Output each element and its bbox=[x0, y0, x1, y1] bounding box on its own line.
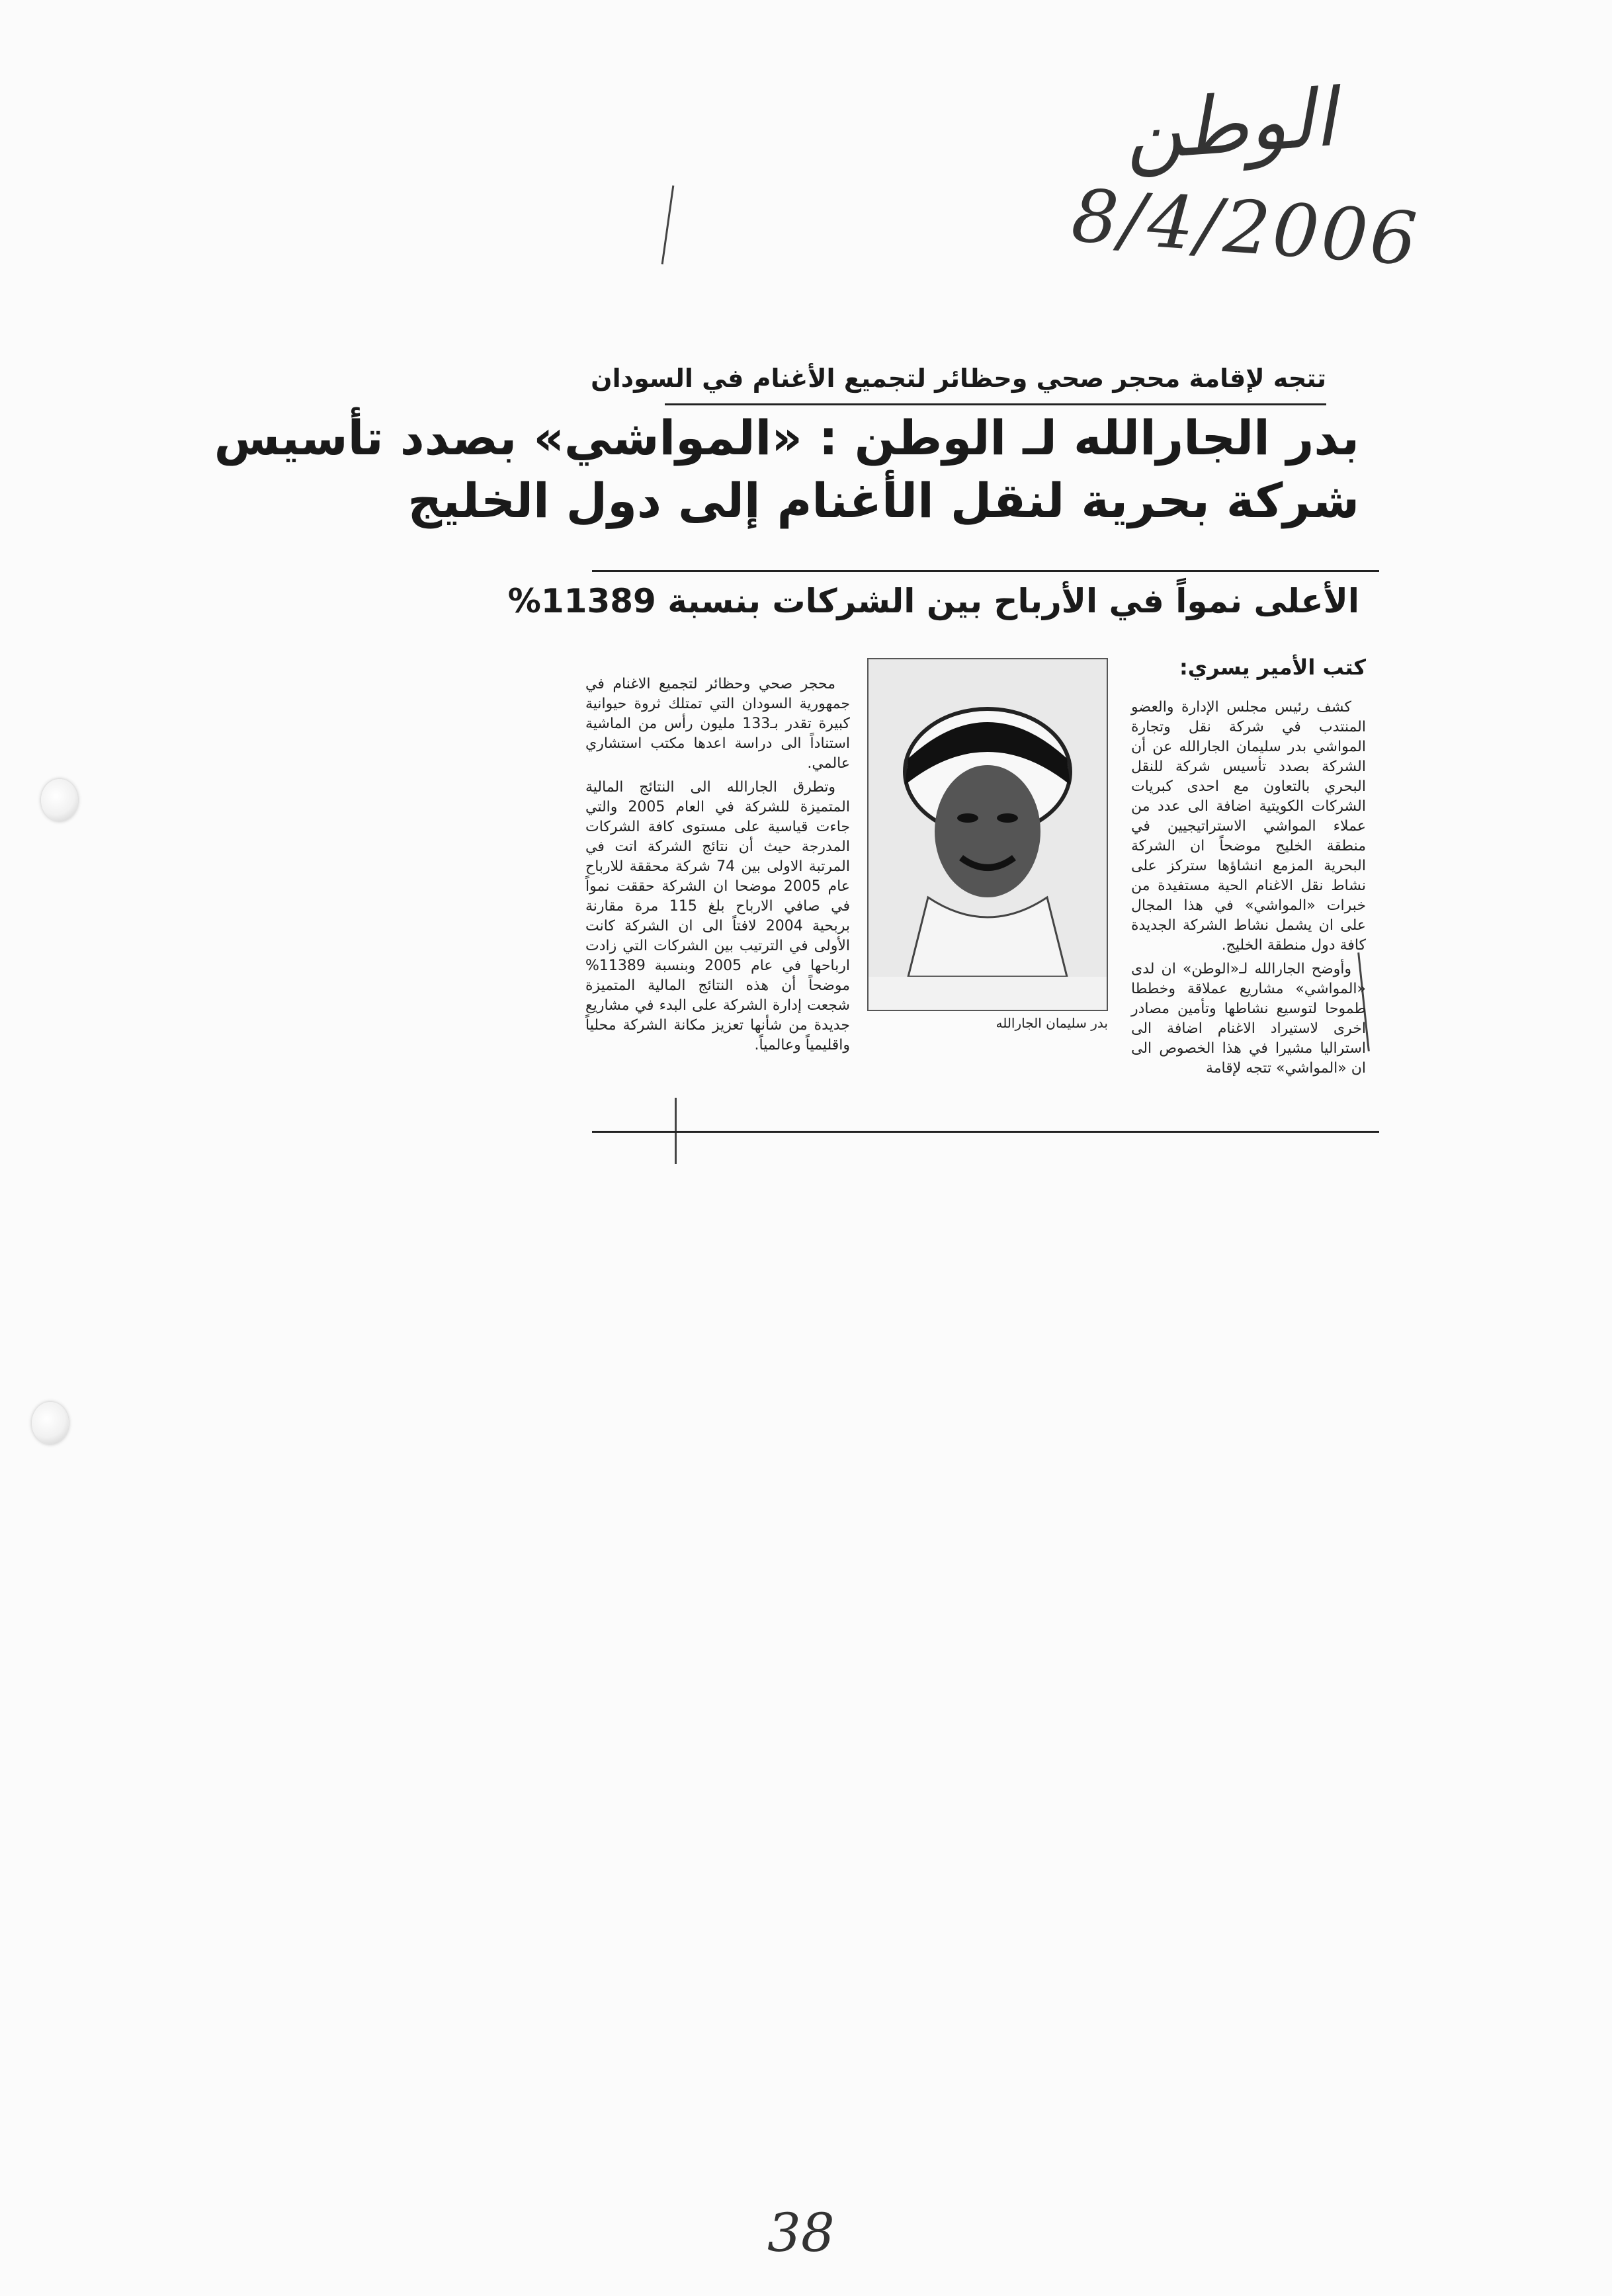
article-paragraph: وأوضح الجارالله لـ«الوطن» ان لدى «المواشي» مشاريع عملاقة وخططا طموحا لتوسيع نشاطها وتأمين مصادر اخرى لاستيراد الاغنام اضافة الى استراليا مشيرا في هذا الخصوص الى ان «المواشي» تتجه لإقامة bbox=[1131, 961, 1366, 1077]
article-column-right bbox=[1131, 698, 1366, 1083]
handwritten-page-number: 38 bbox=[767, 2202, 835, 2264]
photo-caption: بدر سليمان الجارالله bbox=[996, 1015, 1108, 1031]
portrait-photo bbox=[867, 658, 1108, 1011]
article-paragraph: وتطرق الجارالله الى النتائج المالية المتميزة للشركة في العام 2005 والتي جاءت قياسية على مستوى كافة الشركات المدرجة حيث أن نتائج الشركة اتت في المرتبة الاولى بين 74 شركة محققة للارباح عام 2005 موضحا ان الشركة حققت نمواً في صافي الارباح بلغ 115 مرة مقارنة بربحية 2004 لافتاً الى ان الشركة كانت الأولى في الترتيب بين الشركات التي زادت ارباحها في عام 2005 وبنسبة 11389% موضحاً أن هذه النتائج المالية المتميزة شجعت إدارة الشركة على البدء في مشاريع جديدة من شأنها تعزيز مكانة الشركة محلياً واقليمياً وعالمياً. bbox=[585, 779, 851, 1053]
article-paragraph: محجر صحي وحظائر لتجميع الاغنام في جمهورية السودان التي تمتلك ثروة حيوانية كبيرة تقدر بـ133 مليون رأس من الماشية استناداً الى دراسة اعدها مكتب استشاري عالمي. bbox=[585, 676, 850, 772]
divider-rule bbox=[592, 570, 1379, 572]
article-column-left bbox=[585, 675, 850, 1059]
newspaper-clipping bbox=[214, 364, 1379, 1137]
divider-rule bbox=[592, 1131, 1379, 1133]
article-headline-line2: شركة بحرية لنقل الأغنام إلى دول الخليج bbox=[407, 473, 1359, 528]
article-subheadline: الأعلى نمواً في الأرباح بين الشركات بنسبة 11389% bbox=[507, 582, 1359, 620]
article-headline-line1: بدر الجارالله لـ الوطن : «المواشي» بصدد تأسيس bbox=[214, 410, 1359, 466]
handwritten-date-note: 8/4/2006 bbox=[1069, 173, 1422, 282]
article-byline: كتب الأمير يسري: bbox=[1179, 655, 1366, 680]
article-paragraph: كشف رئيس مجلس الإدارة والعضو المنتدب في شركة نقل وتجارة المواشي بدر سليمان الجارالله عن أن الشركة بصدد تأسيس شركة للنقل البحري بالتعاون مع احدى كبريات الشركات الكويتية اضافة الى عدد من عملاء المواشي الاستراتيجيين في منطقة الخليج موضحاً ان الشركة البحرية المزمع انشاؤها ستركز على نشاط نقل الاغنام الحية مستفيدة من خبرات «المواشي» في هذا المجال على ان يشمل نشاط الشركة الجديدة كافة دول منطقة الخليج. bbox=[1131, 699, 1366, 954]
article-kicker: تتجه لإقامة محجر صحي وحظائر لتجميع الأغنام في السودان bbox=[665, 364, 1326, 405]
handwritten-source-note: الوطن bbox=[1121, 72, 1339, 179]
punch-hole-top bbox=[41, 779, 78, 821]
pen-mark bbox=[661, 185, 675, 264]
punch-hole-bottom bbox=[32, 1402, 69, 1444]
